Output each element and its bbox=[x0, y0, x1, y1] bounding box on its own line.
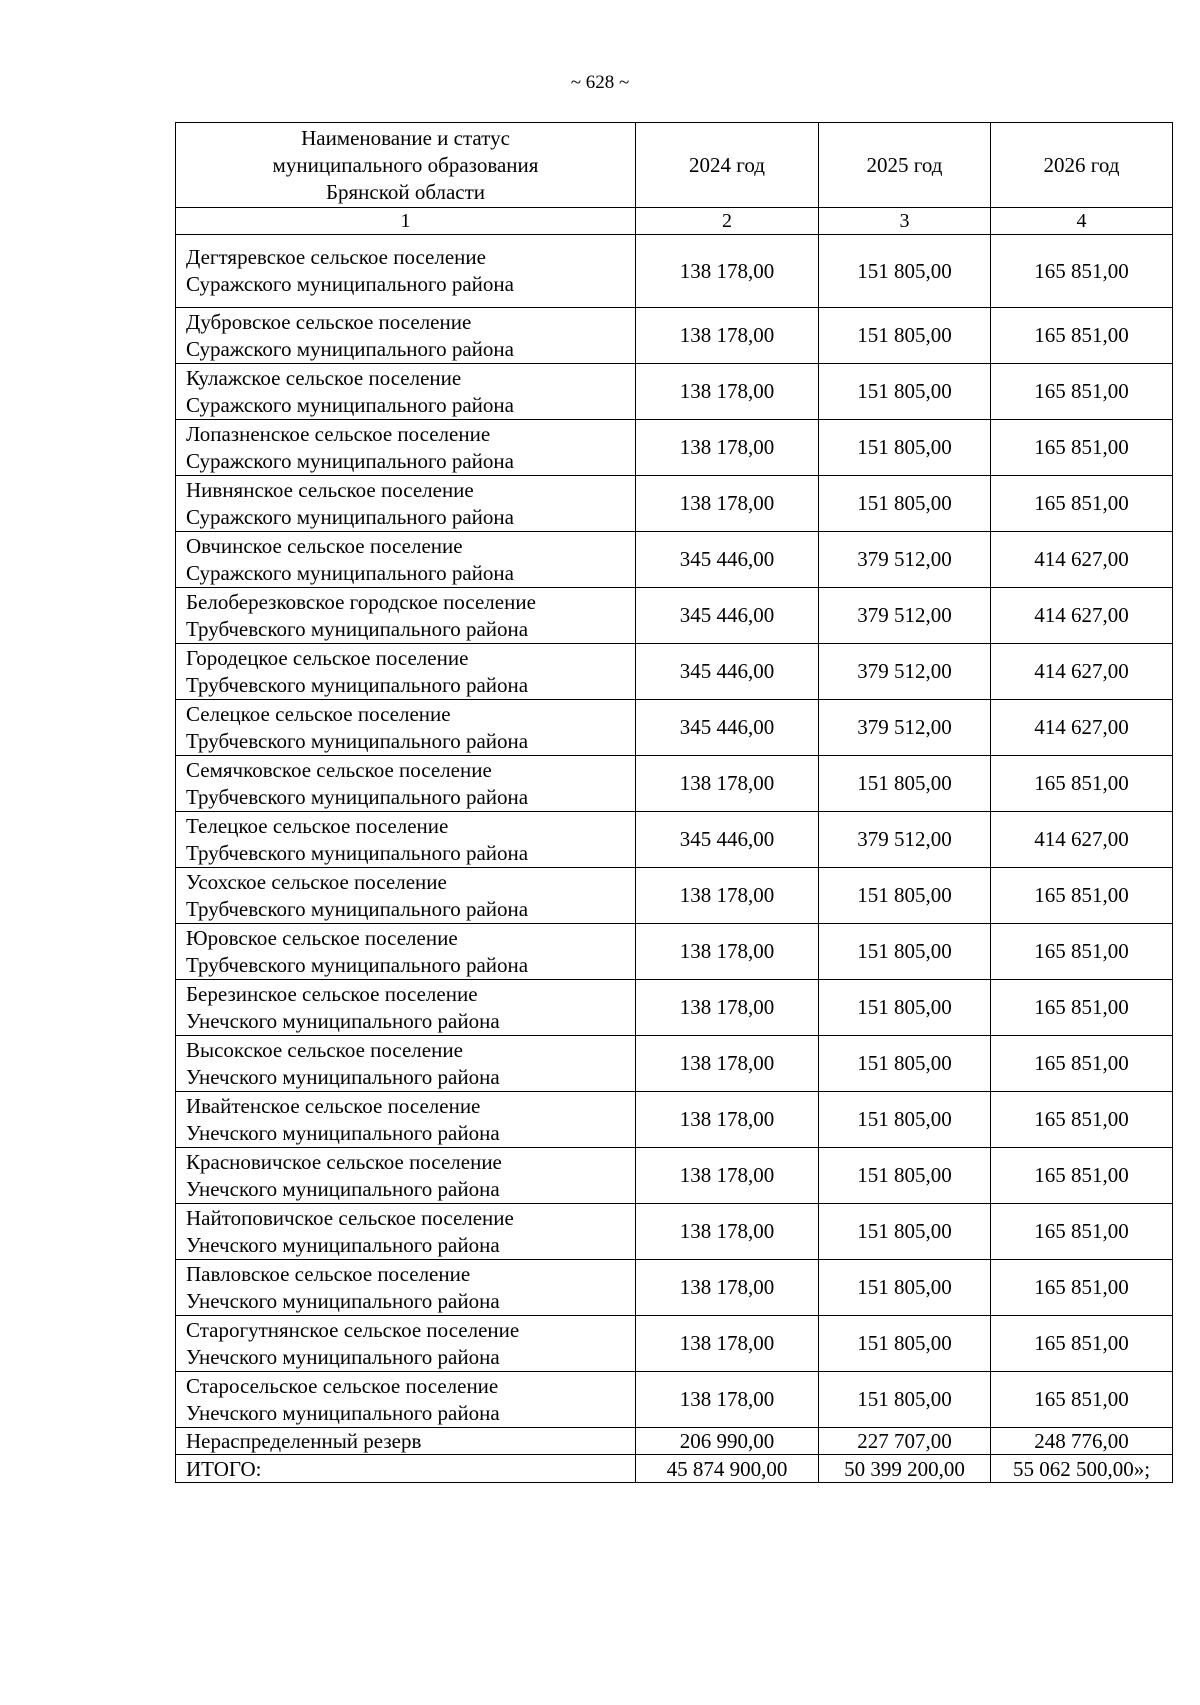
amount-2024: 345 446,00 bbox=[636, 588, 819, 644]
municipality-name-line: Унечского муниципального района bbox=[186, 1008, 500, 1033]
table-row bbox=[176, 420, 1173, 476]
municipality-name-line: Суражского муниципального района bbox=[186, 392, 514, 417]
municipality-name-line: Трубчевского муниципального района bbox=[186, 952, 529, 977]
budget-table bbox=[175, 122, 1173, 1483]
amount-2025: 151 805,00 bbox=[819, 308, 991, 364]
reserve-2024: 206 990,00 bbox=[636, 1428, 819, 1455]
table-row bbox=[176, 588, 1173, 644]
municipality-name bbox=[176, 924, 636, 980]
amount-2026: 165 851,00 bbox=[991, 980, 1173, 1036]
municipality-name-line: Суражского муниципального района bbox=[186, 504, 514, 529]
table-row bbox=[176, 364, 1173, 420]
amount-2025: 379 512,00 bbox=[819, 532, 991, 588]
reserve-2025: 227 707,00 bbox=[819, 1428, 991, 1455]
amount-2026: 165 851,00 bbox=[991, 235, 1173, 308]
municipality-name-line: Юровское сельское поселение bbox=[186, 925, 458, 950]
amount-2024: 345 446,00 bbox=[636, 812, 819, 868]
table-row bbox=[176, 1372, 1173, 1428]
amount-2024: 138 178,00 bbox=[636, 868, 819, 924]
municipality-name bbox=[176, 812, 636, 868]
amount-2024: 345 446,00 bbox=[636, 532, 819, 588]
header-name-line: Наименование и статус bbox=[301, 125, 510, 150]
municipality-name-line: Павловское сельское поселение bbox=[186, 1261, 471, 1286]
page-number: ~ 628 ~ bbox=[570, 72, 630, 93]
amount-2026: 165 851,00 bbox=[991, 1036, 1173, 1092]
amount-2024: 138 178,00 bbox=[636, 1372, 819, 1428]
amount-2024: 138 178,00 bbox=[636, 1092, 819, 1148]
amount-2026: 165 851,00 bbox=[991, 420, 1173, 476]
municipality-name-line: Красновичское сельское поселение bbox=[186, 1149, 502, 1174]
reserve-2026: 248 776,00 bbox=[991, 1428, 1173, 1455]
amount-2025: 151 805,00 bbox=[819, 924, 991, 980]
municipality-name-line: Трубчевского муниципального района bbox=[186, 672, 529, 697]
header-2025: 2025 год bbox=[819, 123, 991, 208]
municipality-name bbox=[176, 1036, 636, 1092]
table-row bbox=[176, 1148, 1173, 1204]
municipality-name bbox=[176, 364, 636, 420]
municipality-name-line: Дубровское сельское поселение bbox=[186, 309, 472, 334]
municipality-name-line: Унечского муниципального района bbox=[186, 1288, 500, 1313]
municipality-name-line: Найтоповичское сельское поселение bbox=[186, 1205, 514, 1230]
amount-2024: 345 446,00 bbox=[636, 700, 819, 756]
amount-2026: 165 851,00 bbox=[991, 1092, 1173, 1148]
amount-2026: 414 627,00 bbox=[991, 588, 1173, 644]
table-row bbox=[176, 532, 1173, 588]
amount-2026: 165 851,00 bbox=[991, 924, 1173, 980]
reserve-label: Нераспределенный резерв bbox=[176, 1428, 636, 1455]
municipality-name-line: Трубчевского муниципального района bbox=[186, 896, 529, 921]
reserve-row bbox=[176, 1428, 1173, 1455]
amount-2025: 151 805,00 bbox=[819, 1316, 991, 1372]
amount-2025: 151 805,00 bbox=[819, 1372, 991, 1428]
municipality-name-line: Унечского муниципального района bbox=[186, 1120, 500, 1145]
amount-2025: 379 512,00 bbox=[819, 644, 991, 700]
table-row bbox=[176, 812, 1173, 868]
municipality-name-line: Трубчевского муниципального района bbox=[186, 728, 529, 753]
amount-2025: 151 805,00 bbox=[819, 364, 991, 420]
amount-2026: 414 627,00 bbox=[991, 644, 1173, 700]
total-row bbox=[176, 1455, 1173, 1483]
municipality-name-line: Селецкое сельское поселение bbox=[186, 701, 451, 726]
municipality-name-line: Суражского муниципального района bbox=[186, 272, 514, 296]
amount-2026: 165 851,00 bbox=[991, 1316, 1173, 1372]
municipality-name-line: Телецкое сельское поселение bbox=[186, 813, 449, 838]
municipality-name-line: Овчинское сельское поселение bbox=[186, 533, 463, 558]
municipality-name bbox=[176, 1092, 636, 1148]
municipality-name-line: Унечского муниципального района bbox=[186, 1064, 500, 1089]
municipality-name bbox=[176, 1148, 636, 1204]
table-row bbox=[176, 756, 1173, 812]
table-row bbox=[176, 1204, 1173, 1260]
table-row bbox=[176, 980, 1173, 1036]
amount-2024: 138 178,00 bbox=[636, 1316, 819, 1372]
municipality-name-line: Трубчевского муниципального района bbox=[186, 840, 529, 865]
amount-2025: 151 805,00 bbox=[819, 980, 991, 1036]
amount-2026: 165 851,00 bbox=[991, 1260, 1173, 1316]
column-number: 3 bbox=[819, 208, 991, 235]
amount-2025: 151 805,00 bbox=[819, 1204, 991, 1260]
municipality-name-line: Суражского муниципального района bbox=[186, 336, 514, 361]
municipality-name-line: Березинское сельское поселение bbox=[186, 981, 478, 1006]
municipality-name bbox=[176, 1260, 636, 1316]
amount-2026: 165 851,00 bbox=[991, 476, 1173, 532]
amount-2024: 138 178,00 bbox=[636, 1036, 819, 1092]
total-2024: 45 874 900,00 bbox=[636, 1455, 819, 1483]
municipality-name-line: Суражского муниципального района bbox=[186, 448, 514, 473]
table-row bbox=[176, 868, 1173, 924]
municipality-name-line: Усохское сельское поселение bbox=[186, 869, 447, 894]
municipality-name-line: Белоберезковское городское поселение bbox=[186, 589, 536, 614]
amount-2024: 138 178,00 bbox=[636, 476, 819, 532]
municipality-name-line: Семячковское сельское поселение bbox=[186, 757, 492, 782]
municipality-name-line: Старогутнянское сельское поселение bbox=[186, 1317, 520, 1342]
amount-2024: 138 178,00 bbox=[636, 235, 819, 308]
table-row bbox=[176, 308, 1173, 364]
amount-2025: 151 805,00 bbox=[819, 1260, 991, 1316]
table-row bbox=[176, 476, 1173, 532]
table-row bbox=[176, 924, 1173, 980]
amount-2026: 165 851,00 bbox=[991, 868, 1173, 924]
column-number: 2 bbox=[636, 208, 819, 235]
municipality-name-line: Лопазненское сельское поселение bbox=[186, 421, 491, 446]
municipality-name-line: Унечского муниципального района bbox=[186, 1400, 500, 1425]
municipality-name bbox=[176, 476, 636, 532]
municipality-name bbox=[176, 868, 636, 924]
municipality-name-line: Дегтяревское сельское поселение bbox=[186, 245, 486, 269]
amount-2024: 138 178,00 bbox=[636, 756, 819, 812]
amount-2026: 165 851,00 bbox=[991, 364, 1173, 420]
amount-2026: 165 851,00 bbox=[991, 308, 1173, 364]
municipality-name bbox=[176, 1316, 636, 1372]
municipality-name-line: Трубчевского муниципального района bbox=[186, 616, 529, 641]
municipality-name-line: Ивайтенское сельское поселение bbox=[186, 1093, 481, 1118]
amount-2025: 379 512,00 bbox=[819, 588, 991, 644]
amount-2024: 138 178,00 bbox=[636, 420, 819, 476]
amount-2024: 138 178,00 bbox=[636, 980, 819, 1036]
amount-2025: 379 512,00 bbox=[819, 812, 991, 868]
amount-2024: 138 178,00 bbox=[636, 308, 819, 364]
amount-2024: 138 178,00 bbox=[636, 364, 819, 420]
header-name-line: Брянской области bbox=[325, 179, 486, 204]
total-2026: 55 062 500,00»; bbox=[991, 1455, 1173, 1483]
amount-2024: 345 446,00 bbox=[636, 644, 819, 700]
municipality-name-line: Высокское сельское поселение bbox=[186, 1037, 463, 1062]
municipality-name bbox=[176, 235, 636, 308]
amount-2026: 414 627,00 bbox=[991, 532, 1173, 588]
column-number: 1 bbox=[176, 208, 636, 235]
municipality-name-line: Унечского муниципального района bbox=[186, 1344, 500, 1369]
municipality-name-line: Кулажское сельское поселение bbox=[186, 365, 462, 390]
table-row bbox=[176, 1316, 1173, 1372]
municipality-name bbox=[176, 1204, 636, 1260]
municipality-name bbox=[176, 588, 636, 644]
table-row bbox=[176, 1260, 1173, 1316]
amount-2026: 165 851,00 bbox=[991, 1372, 1173, 1428]
amount-2025: 151 805,00 bbox=[819, 1148, 991, 1204]
column-number: 4 bbox=[991, 208, 1173, 235]
amount-2026: 414 627,00 bbox=[991, 700, 1173, 756]
amount-2024: 138 178,00 bbox=[636, 1204, 819, 1260]
amount-2025: 151 805,00 bbox=[819, 1092, 991, 1148]
amount-2024: 138 178,00 bbox=[636, 1260, 819, 1316]
header-2024: 2024 год bbox=[636, 123, 819, 208]
municipality-name bbox=[176, 1372, 636, 1428]
municipality-name-line: Городецкое сельское поселение bbox=[186, 645, 469, 670]
total-label: ИТОГО: bbox=[176, 1455, 636, 1483]
table-row bbox=[176, 1036, 1173, 1092]
municipality-name bbox=[176, 756, 636, 812]
municipality-name-line: Старосельское сельское поселение bbox=[186, 1373, 499, 1398]
header-name-line: муниципального образования bbox=[272, 152, 539, 177]
amount-2025: 151 805,00 bbox=[819, 420, 991, 476]
table-header-row bbox=[176, 123, 1173, 208]
amount-2026: 414 627,00 bbox=[991, 812, 1173, 868]
municipality-name-line: Нивнянское сельское поселение bbox=[186, 477, 474, 502]
total-2025: 50 399 200,00 bbox=[819, 1455, 991, 1483]
amount-2025: 379 512,00 bbox=[819, 700, 991, 756]
table-row bbox=[176, 1092, 1173, 1148]
municipality-name-line: Суражского муниципального района bbox=[186, 560, 514, 585]
amount-2025: 151 805,00 bbox=[819, 235, 991, 308]
amount-2026: 165 851,00 bbox=[991, 1204, 1173, 1260]
municipality-name bbox=[176, 700, 636, 756]
amount-2025: 151 805,00 bbox=[819, 756, 991, 812]
municipality-name bbox=[176, 420, 636, 476]
column-number-row bbox=[176, 208, 1173, 235]
municipality-name bbox=[176, 308, 636, 364]
municipality-name-line: Унечского муниципального района bbox=[186, 1232, 500, 1257]
municipality-name bbox=[176, 532, 636, 588]
amount-2025: 151 805,00 bbox=[819, 868, 991, 924]
municipality-name-line: Унечского муниципального района bbox=[186, 1176, 500, 1201]
municipality-name bbox=[176, 980, 636, 1036]
amount-2026: 165 851,00 bbox=[991, 1148, 1173, 1204]
municipality-name bbox=[176, 644, 636, 700]
amount-2026: 165 851,00 bbox=[991, 756, 1173, 812]
header-name bbox=[176, 123, 636, 208]
amount-2024: 138 178,00 bbox=[636, 924, 819, 980]
amount-2025: 151 805,00 bbox=[819, 476, 991, 532]
amount-2025: 151 805,00 bbox=[819, 1036, 991, 1092]
municipality-name-line: Трубчевского муниципального района bbox=[186, 784, 529, 809]
amount-2024: 138 178,00 bbox=[636, 1148, 819, 1204]
table-row bbox=[176, 235, 1173, 308]
header-2026: 2026 год bbox=[991, 123, 1173, 208]
table-row bbox=[176, 644, 1173, 700]
table-row bbox=[176, 700, 1173, 756]
